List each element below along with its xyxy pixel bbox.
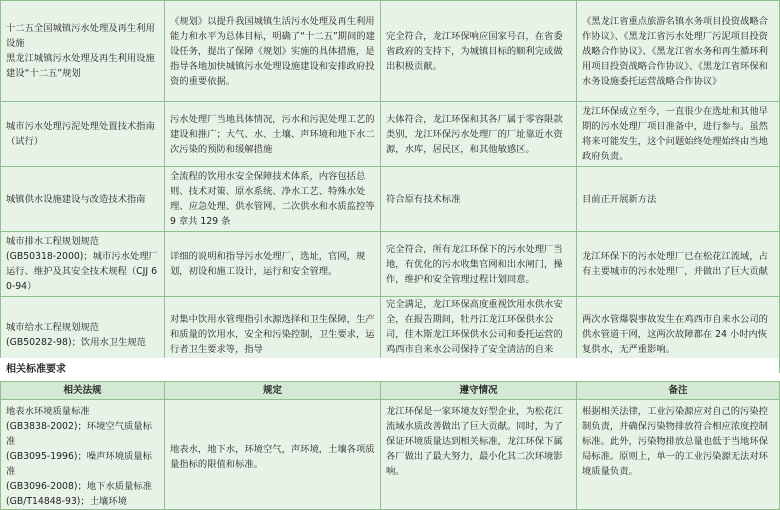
table-row	[1, 1, 780, 102]
header-row	[1, 382, 780, 400]
regulation-name-cell: 城镇供水设施建设与改造技术指南	[1, 167, 165, 232]
remark-cell: 目前正开展新方法	[577, 167, 780, 232]
remark-cell: 《黑龙江省重点旅游名镇水务项目投资战略合作协议》、《黑龙江省污水处理厂污泥项目投资战略合作协议》、《黑龙江省水务和再生循环利用项目投资战略合作协议》、《黑龙江省环保和水务设施委托运营战略合作协议》	[577, 1, 780, 102]
requirement-cell: 污水处理厂当地具体情况，污水和污泥处理工艺的建设和推广；大气、水、土壤、声环境和地下水二次污染的预防和缓解措施	[165, 102, 381, 167]
table-row	[1, 400, 780, 510]
header-regulation: 相关法规	[1, 382, 165, 400]
section-title: 相关标准要求	[0, 358, 779, 381]
compliance-cell: 符合原有技术标准	[381, 167, 577, 232]
remark-cell: 龙江环保下的污水处理厂已在松花江流域，占有主要城市的污水处理厂，并做出了巨大贡献	[577, 232, 780, 297]
compliance-cell: 完全符合，所有龙江环保下的污水处理厂当地，有优化的污水收集官网和出水闸门，操作，维护和安全管理过程计划同意。	[381, 232, 577, 297]
compliance-cell: 完全满足，龙江环保高度重视饮用水供水安全，在报告期间，牡丹江龙江环保供水公司，佳木斯龙江环保供水公司和委托运营的鸡西市自来水公司保持了安全清洁的自来	[381, 297, 577, 373]
regulation-name-cell: 城市污水处理污泥处理处置技术指南（试行）	[1, 102, 165, 167]
requirement-cell: 详细的说明和指导污水处理厂，选址，官网，规划，初设和施工设计，运行和安全管理。	[165, 232, 381, 297]
table-row	[1, 102, 780, 167]
table-row	[1, 232, 780, 297]
compliance-cell: 大体符合，龙江环保和其各厂属于零容限款类别，龙江环保污水处理厂的厂址靠近水资源，水库，居民区，和其他敏感区。	[381, 102, 577, 167]
requirement-cell: 全流程的饮用水安全保障技术体系，内容包括总则、技术对策、原水系统、净水工艺、特殊水处理、应急处理、供水管网、二次供水和水质监控等 9 章共 129 条	[165, 167, 381, 232]
standards-table-header	[0, 381, 780, 400]
requirement-cell: 《规划》以提升我国城镇生活污水处理及再生利用能力和水平为总体目标，明确了“十二五”期间的建设任务，提出了保障《规划》实施的具体措施，是指导各地加快城镇污水处理设施建设和安排政府投资的重要依据。	[165, 1, 381, 102]
remark-cell: 两次水管爆裂事故发生在鸡西市自来水公司的供水管道干网，这两次故障都在 24 小时内恢复供水，无严重影响。	[577, 297, 780, 373]
requirement-cell: 对集中饮用水管理指引水源选择和卫生保障，生产和质量的饮用水，安全和污染控制，卫生要求，运行者卫生要求等，指导	[165, 297, 381, 373]
regulation-name-cell: 十二五全国城镇污水处理及再生利用设施 黑龙江城镇污水处理及再生利用设施建设“十二五”规划	[1, 1, 165, 102]
compliance-cell: 龙江环保是一家环境友好型企业，为松花江流域水质改善做出了巨大贡献。同时，为了保证环境质量达到相关标准，龙江环保下属各厂做出了最大努力，最小化其二次环境影响。	[381, 400, 577, 510]
header-requirement: 规定	[165, 382, 381, 400]
header-remark: 备注	[577, 382, 780, 400]
remark-cell: 根据相关法律，工业污染源应对自己的污染控制负责，并确保污染物排放符合相应浓度控制标准。此外，污染物排放总量也低于当地环保局标准。原则上，单一的工业污染源无法对环境质量负责。	[577, 400, 780, 510]
compliance-cell: 完全符合，龙江环保响应国家号召，在省委省政府的支持下，为城镇目标的顺利完成做出积极贡献。	[381, 1, 577, 102]
remark-cell: 龙江环保成立至今，一直很少在选址和其他早期的污水处理厂项目准备中，进行参与。虽然将来可能发生，这个问题始终处理始终由当地政府负责。	[577, 102, 780, 167]
regulation-name-cell: 地表水环境质量标准 (GB3838-2002)；环境空气质量标准 (GB3095-1996)；噪声环境质量标准 (GB3096-2008)；地下水质量标准 (GB/T14848-93)；土壤环境	[1, 400, 165, 510]
regulation-name-cell: 城市排水工程规划规范 (GB50318-2000)；城市污水处理厂运行、维护及其安全技术规程（CJJ 60-94）	[1, 232, 165, 297]
standards-table	[0, 399, 780, 510]
table-row	[1, 167, 780, 232]
requirement-cell: 地表水，地下水，环境空气，声环境，土壤各项质量指标的限值和标准。	[165, 400, 381, 510]
regulation-name-cell: 城市给水工程规划规范 (GB50282-98)；饮用水卫生规范	[1, 297, 165, 373]
header-compliance: 遵守情况	[381, 382, 577, 400]
